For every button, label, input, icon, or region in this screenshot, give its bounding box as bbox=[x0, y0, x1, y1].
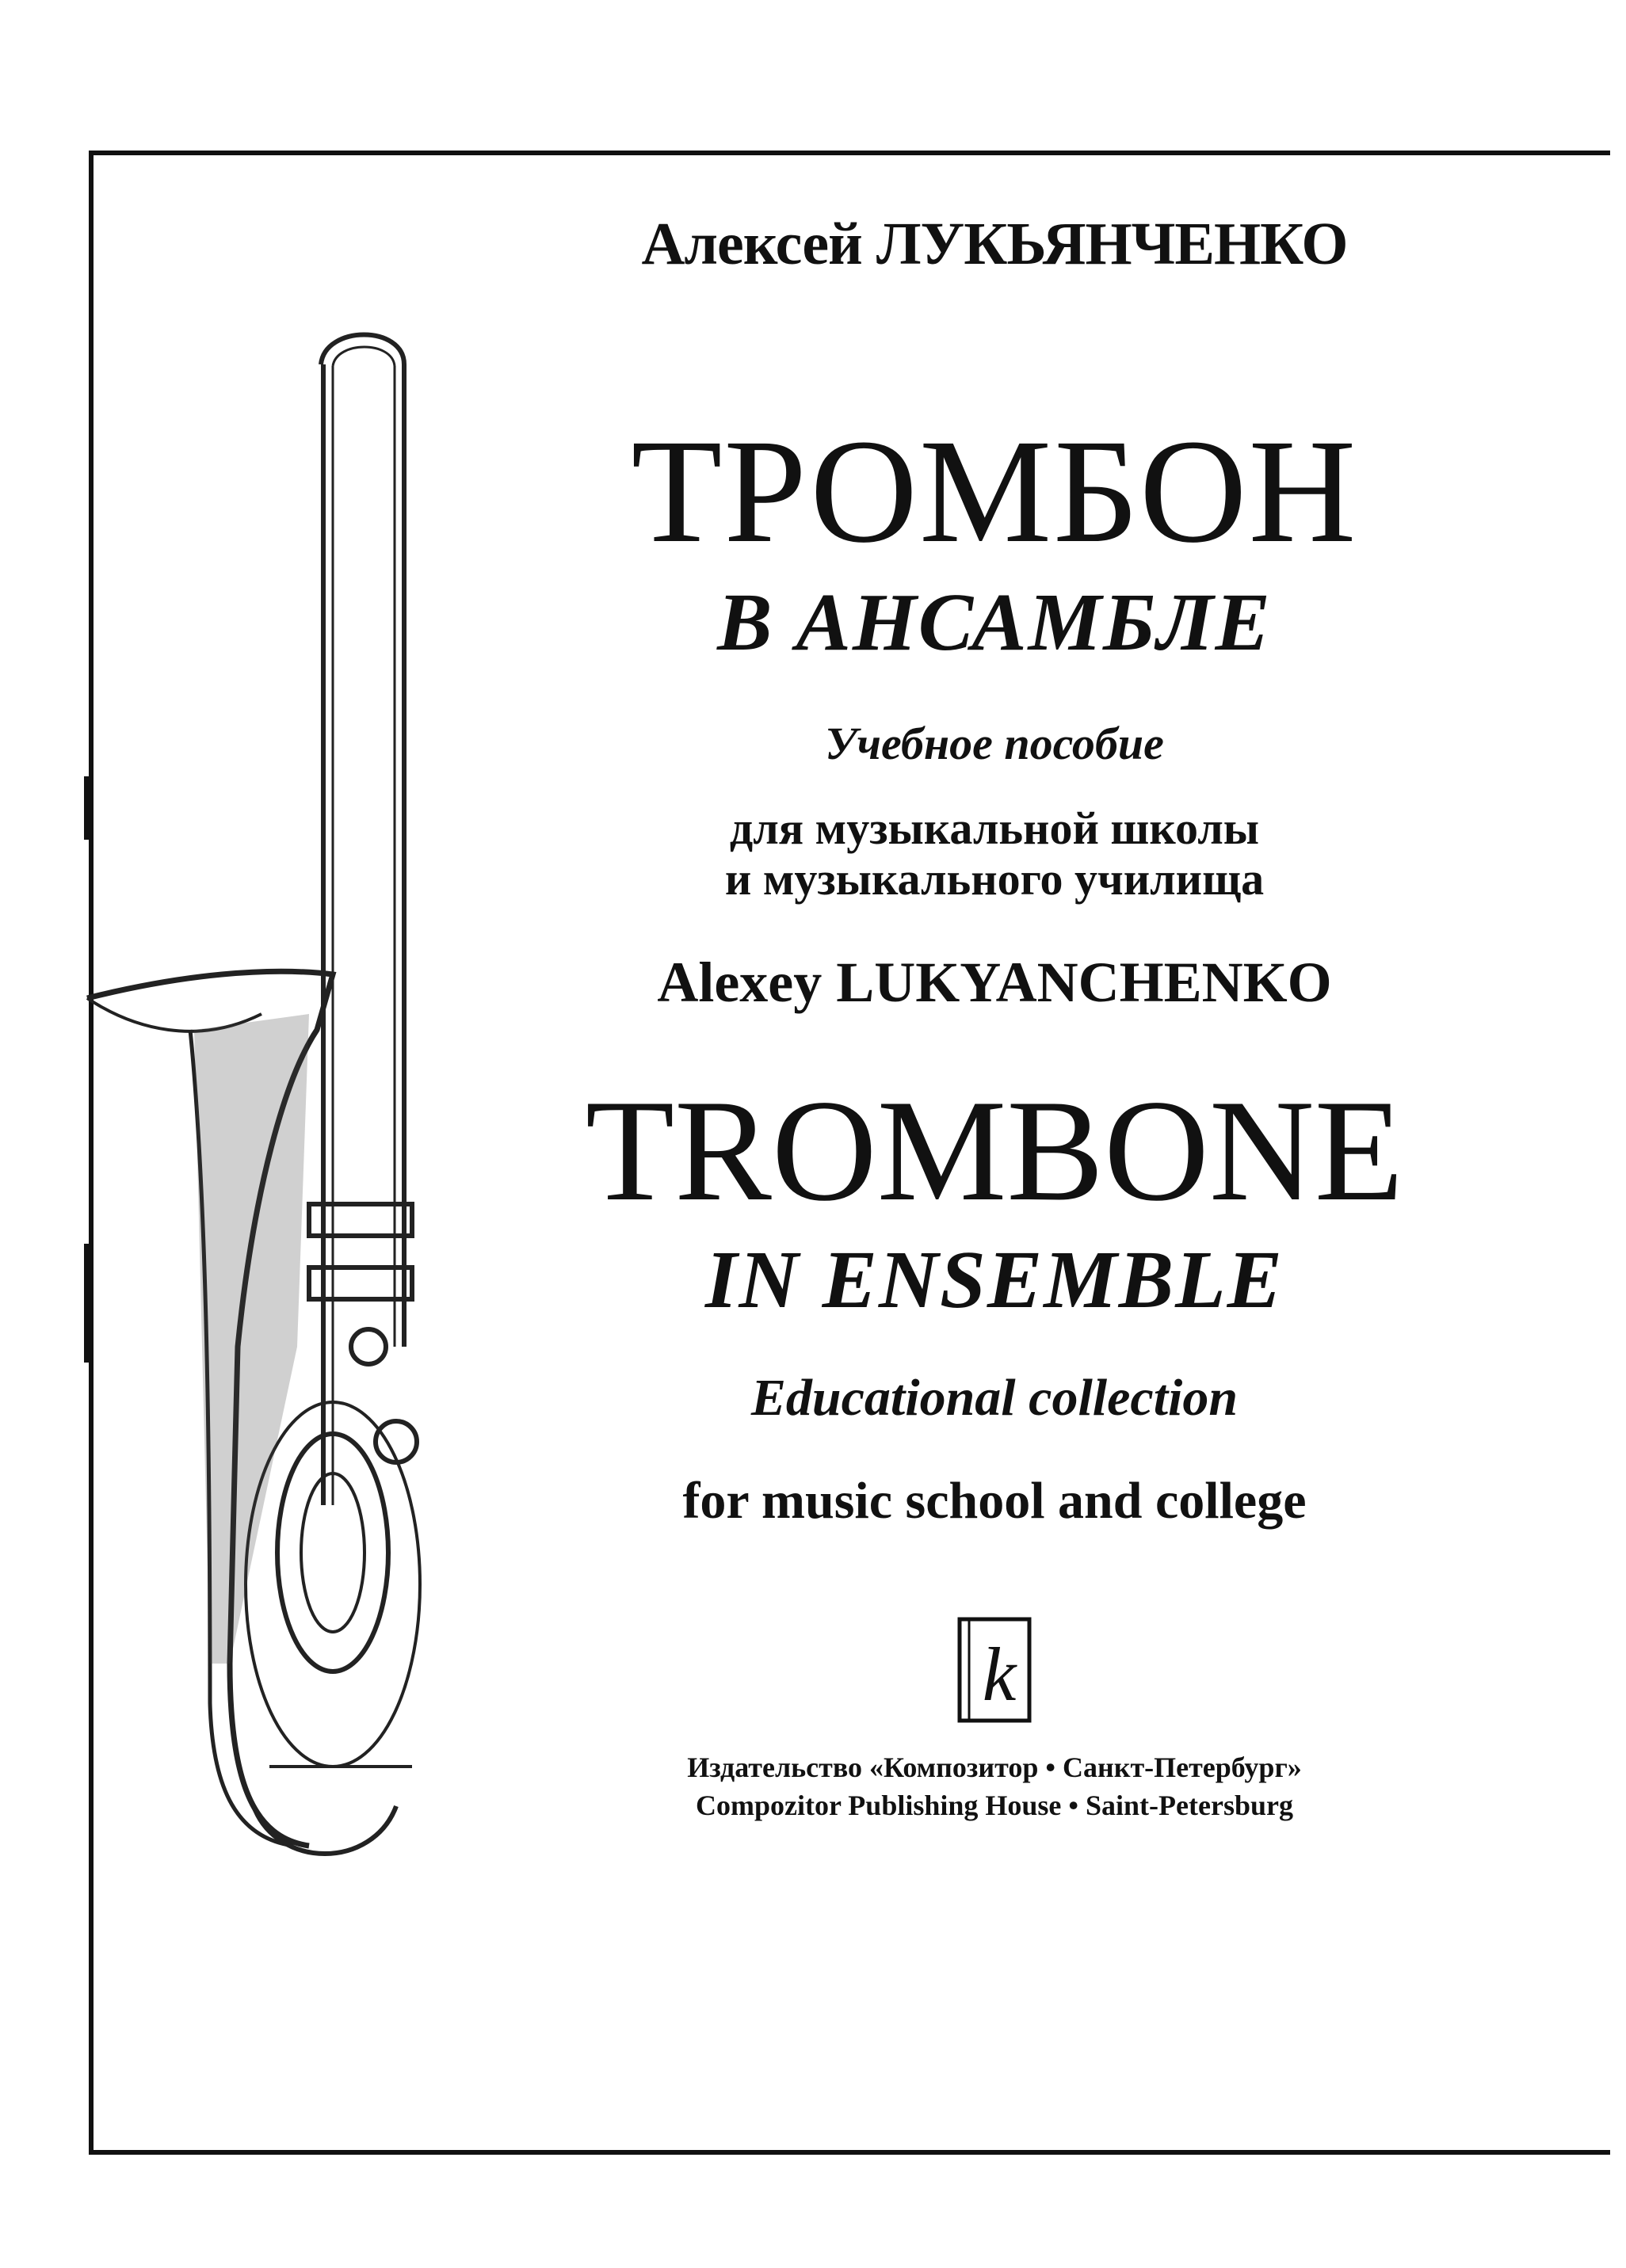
subtitle-ru: В АНСАМБЛЕ bbox=[717, 577, 1272, 668]
publisher-en: Compozitor Publishing House • Saint-Petersburg bbox=[696, 1790, 1293, 1822]
subtitle-en: IN ENSEMBLE bbox=[705, 1233, 1284, 1325]
title-page-text bbox=[444, 190, 1545, 1825]
frame-top-border bbox=[89, 151, 1610, 155]
title-ru: ТРОМБОН bbox=[631, 408, 1358, 574]
publisher-logo-icon bbox=[955, 1614, 1034, 1725]
frame-bottom-border bbox=[89, 2150, 1610, 2155]
description-en-line1: Educational collection bbox=[750, 1368, 1239, 1427]
description-ru-line1: Учебное пособие bbox=[825, 718, 1164, 769]
title-en: TROMBONE bbox=[585, 1069, 1404, 1231]
publisher-logo-letter: k bbox=[982, 1631, 1017, 1717]
description-ru-line2: для музыкальной школы bbox=[729, 802, 1260, 854]
author-en: Alexey LUKYANCHENKO bbox=[657, 950, 1332, 1014]
description-ru-line3: и музыкального училища bbox=[724, 852, 1265, 905]
publisher-ru: Издательство «Композитор • Санкт-Петербург» bbox=[687, 1751, 1302, 1783]
author-ru: Алексей ЛУКЬЯНЧЕНКО bbox=[641, 211, 1348, 277]
trombone-icon bbox=[71, 317, 483, 1901]
description-en-line2: for music school and college bbox=[682, 1471, 1307, 1530]
publisher-block bbox=[444, 1748, 1545, 1825]
